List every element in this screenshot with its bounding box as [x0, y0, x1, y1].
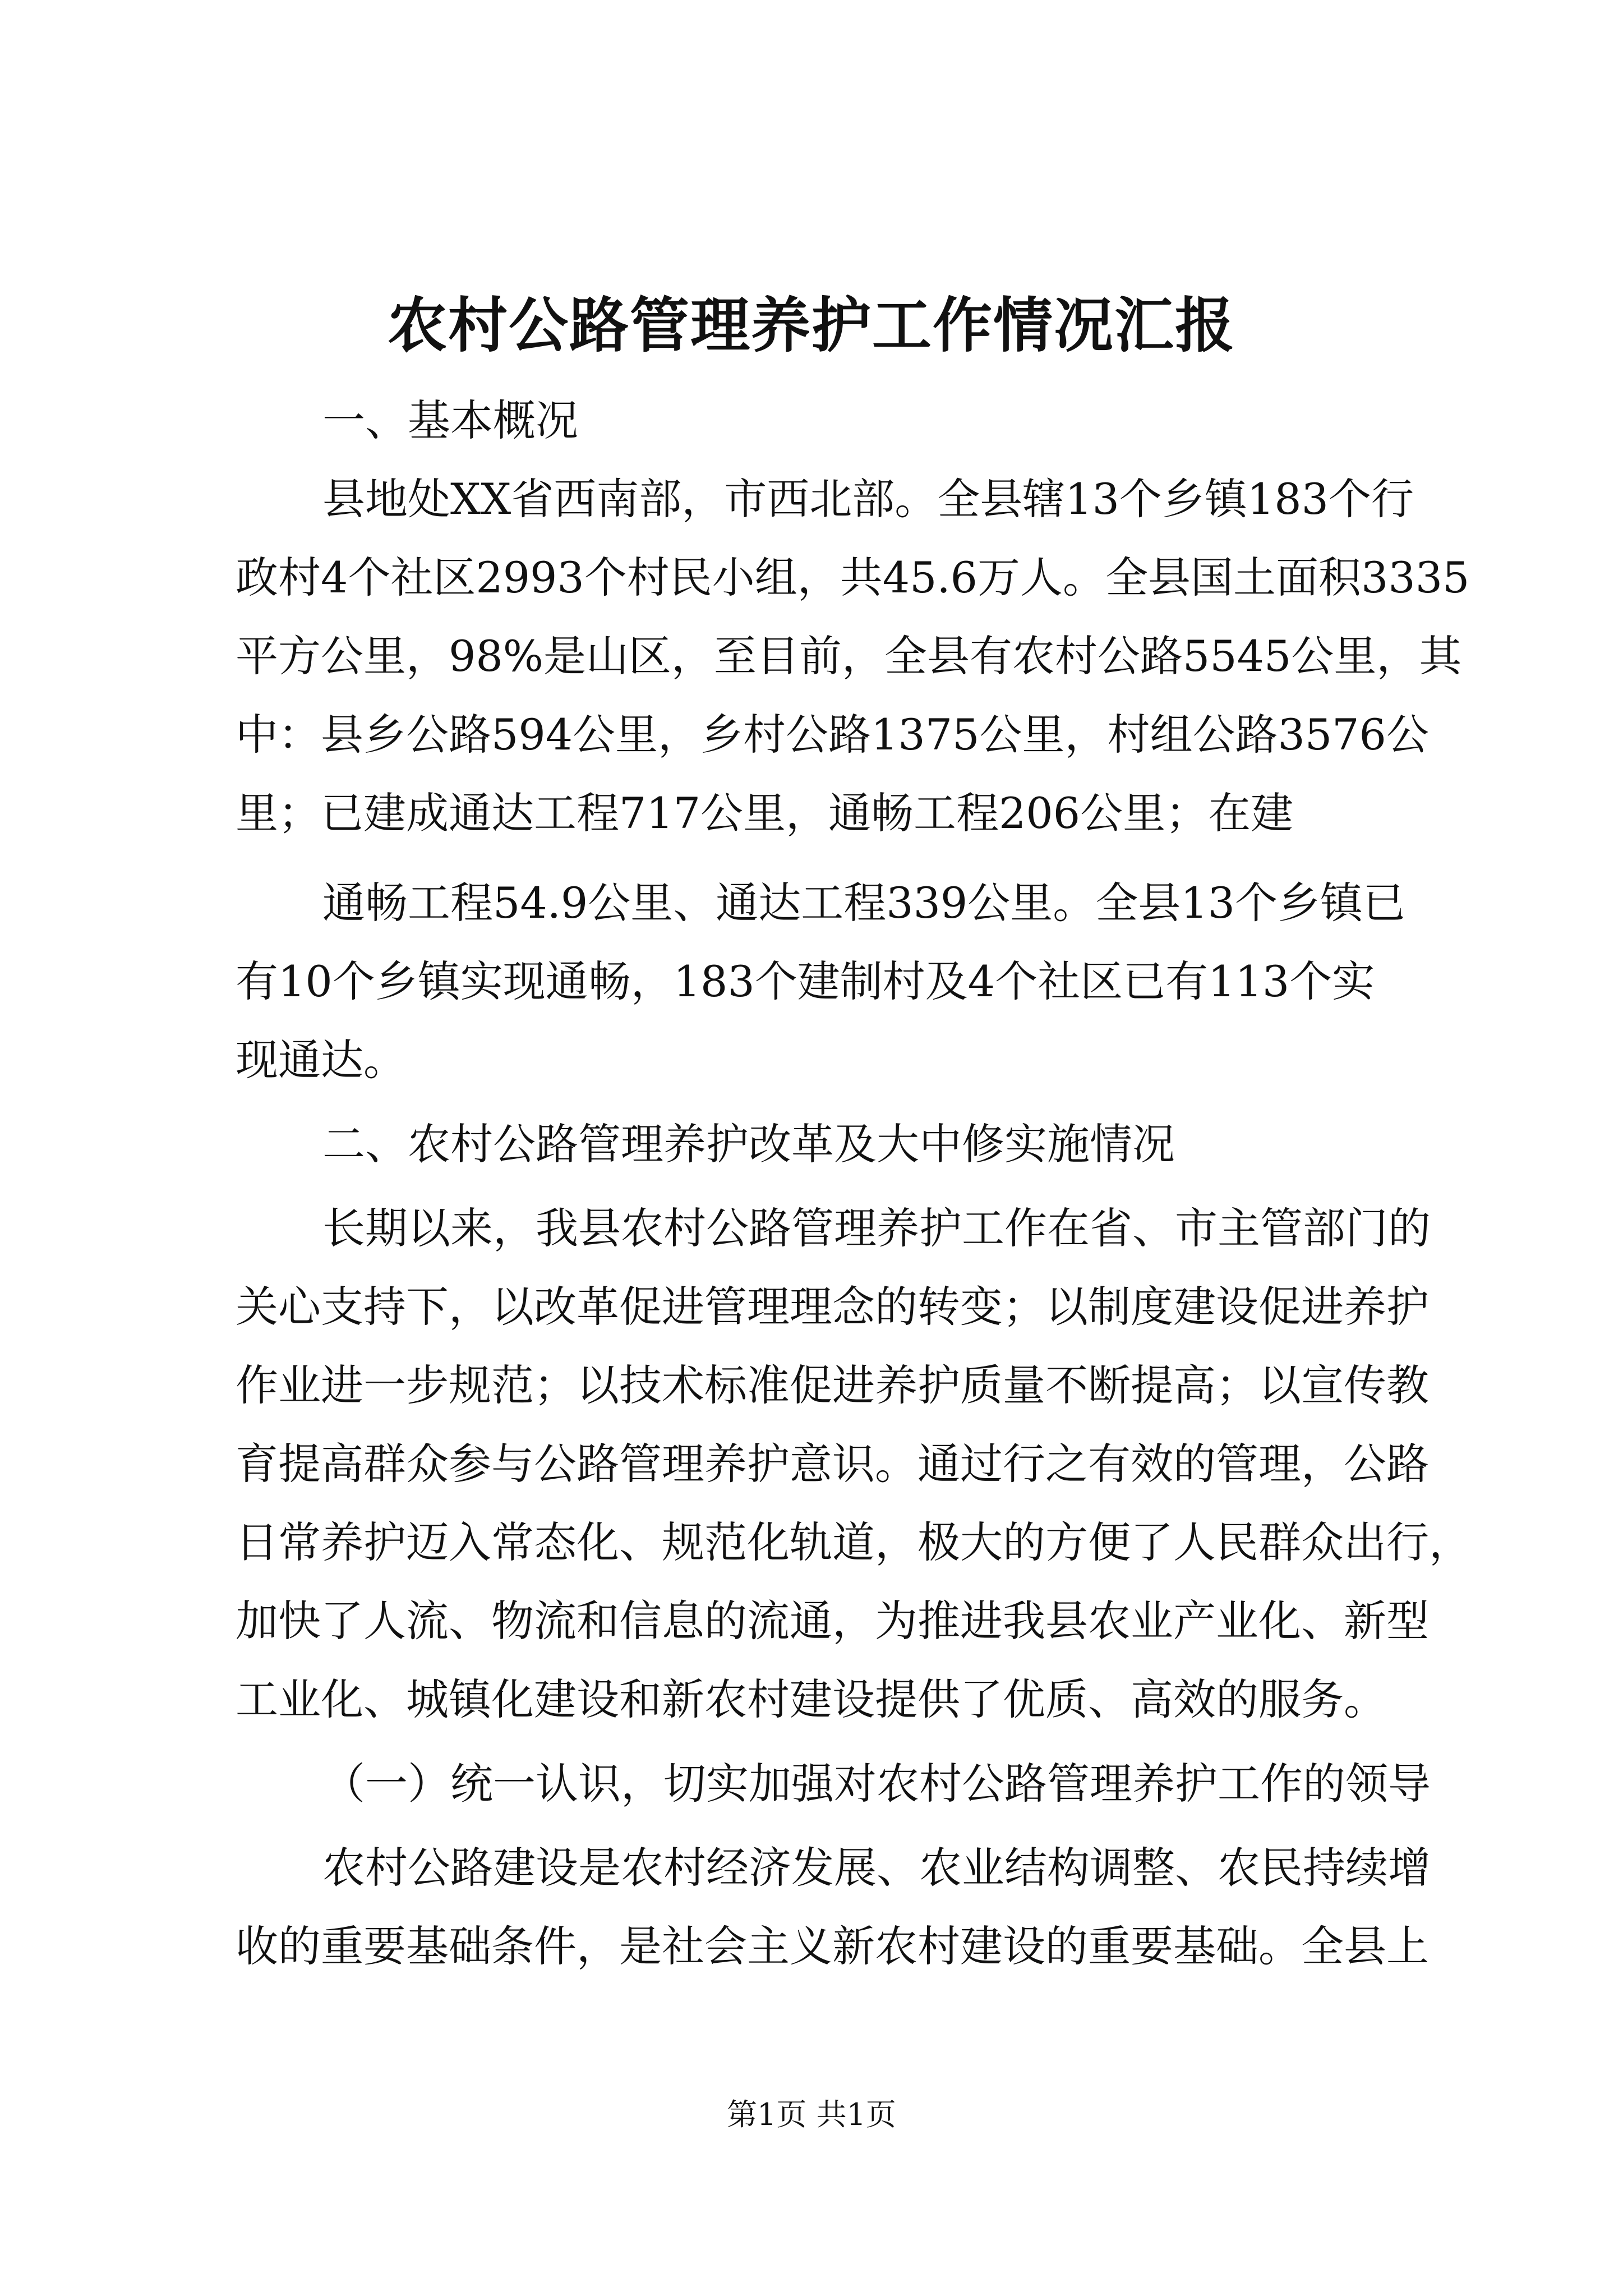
- paragraph-line: 通畅工程54.9公里、通达工程339公里。全县13个乡镇已: [322, 878, 1405, 928]
- paragraph-line: 中：县乡公路594公里，乡村公路1375公里，村组公路3576公: [236, 710, 1429, 760]
- page-number-footer: 第1页 共1页: [727, 2097, 896, 2132]
- subsection-heading: （一）统一认识，切实加强对农村公路管理养护工作的领导: [322, 1759, 1431, 1809]
- paragraph-line: 收的重要基础条件，是社会主义新农村建设的重要基础。全县上: [236, 1921, 1429, 1971]
- section-heading-2: 二、农村公路管理养护改革及大中修实施情况: [322, 1119, 1175, 1169]
- paragraph-line: 平方公里，98%是山区，至目前，全县有农村公路5545公里，其: [236, 631, 1462, 681]
- paragraph-line: 日常养护迈入常态化、规范化轨道，极大的方便了人民群众出行，: [236, 1517, 1472, 1567]
- paragraph-line: 有10个乡镇实现通畅，183个建制村及4个社区已有113个实: [236, 956, 1375, 1006]
- paragraph-line: 农村公路建设是农村经济发展、农业结构调整、农民持续增: [322, 1843, 1431, 1893]
- paragraph-line: 关心支持下，以改革促进管理理念的转变；以制度建设促进养护: [236, 1282, 1429, 1332]
- document-title: 农村公路管理养护工作情况汇报: [388, 290, 1235, 360]
- paragraph-line: 作业进一步规范；以技术标准促进养护质量不断提高；以宣传教: [236, 1360, 1429, 1410]
- paragraph-line: 政村4个社区2993个村民小组，共45.6万人。全县国土面积3335: [236, 553, 1470, 602]
- paragraph-line: 现通达。: [236, 1035, 406, 1085]
- section-heading-1: 一、基本概况: [322, 395, 578, 445]
- paragraph-line: 育提高群众参与公路管理养护意识。通过行之有效的管理，公路: [236, 1439, 1429, 1489]
- paragraph-line: 加快了人流、物流和信息的流通，为推进我县农业产业化、新型: [236, 1596, 1429, 1646]
- paragraph-line: 县地处XX省西南部，市西北部。全县辖13个乡镇183个行: [322, 474, 1414, 524]
- paragraph-line: 里；已建成通达工程717公里，通畅工程206公里；在建: [236, 788, 1294, 838]
- paragraph-line: 工业化、城镇化建设和新农村建设提供了优质、高效的服务。: [236, 1674, 1386, 1724]
- paragraph-line: 长期以来，我县农村公路管理养护工作在省、市主管部门的: [322, 1203, 1431, 1253]
